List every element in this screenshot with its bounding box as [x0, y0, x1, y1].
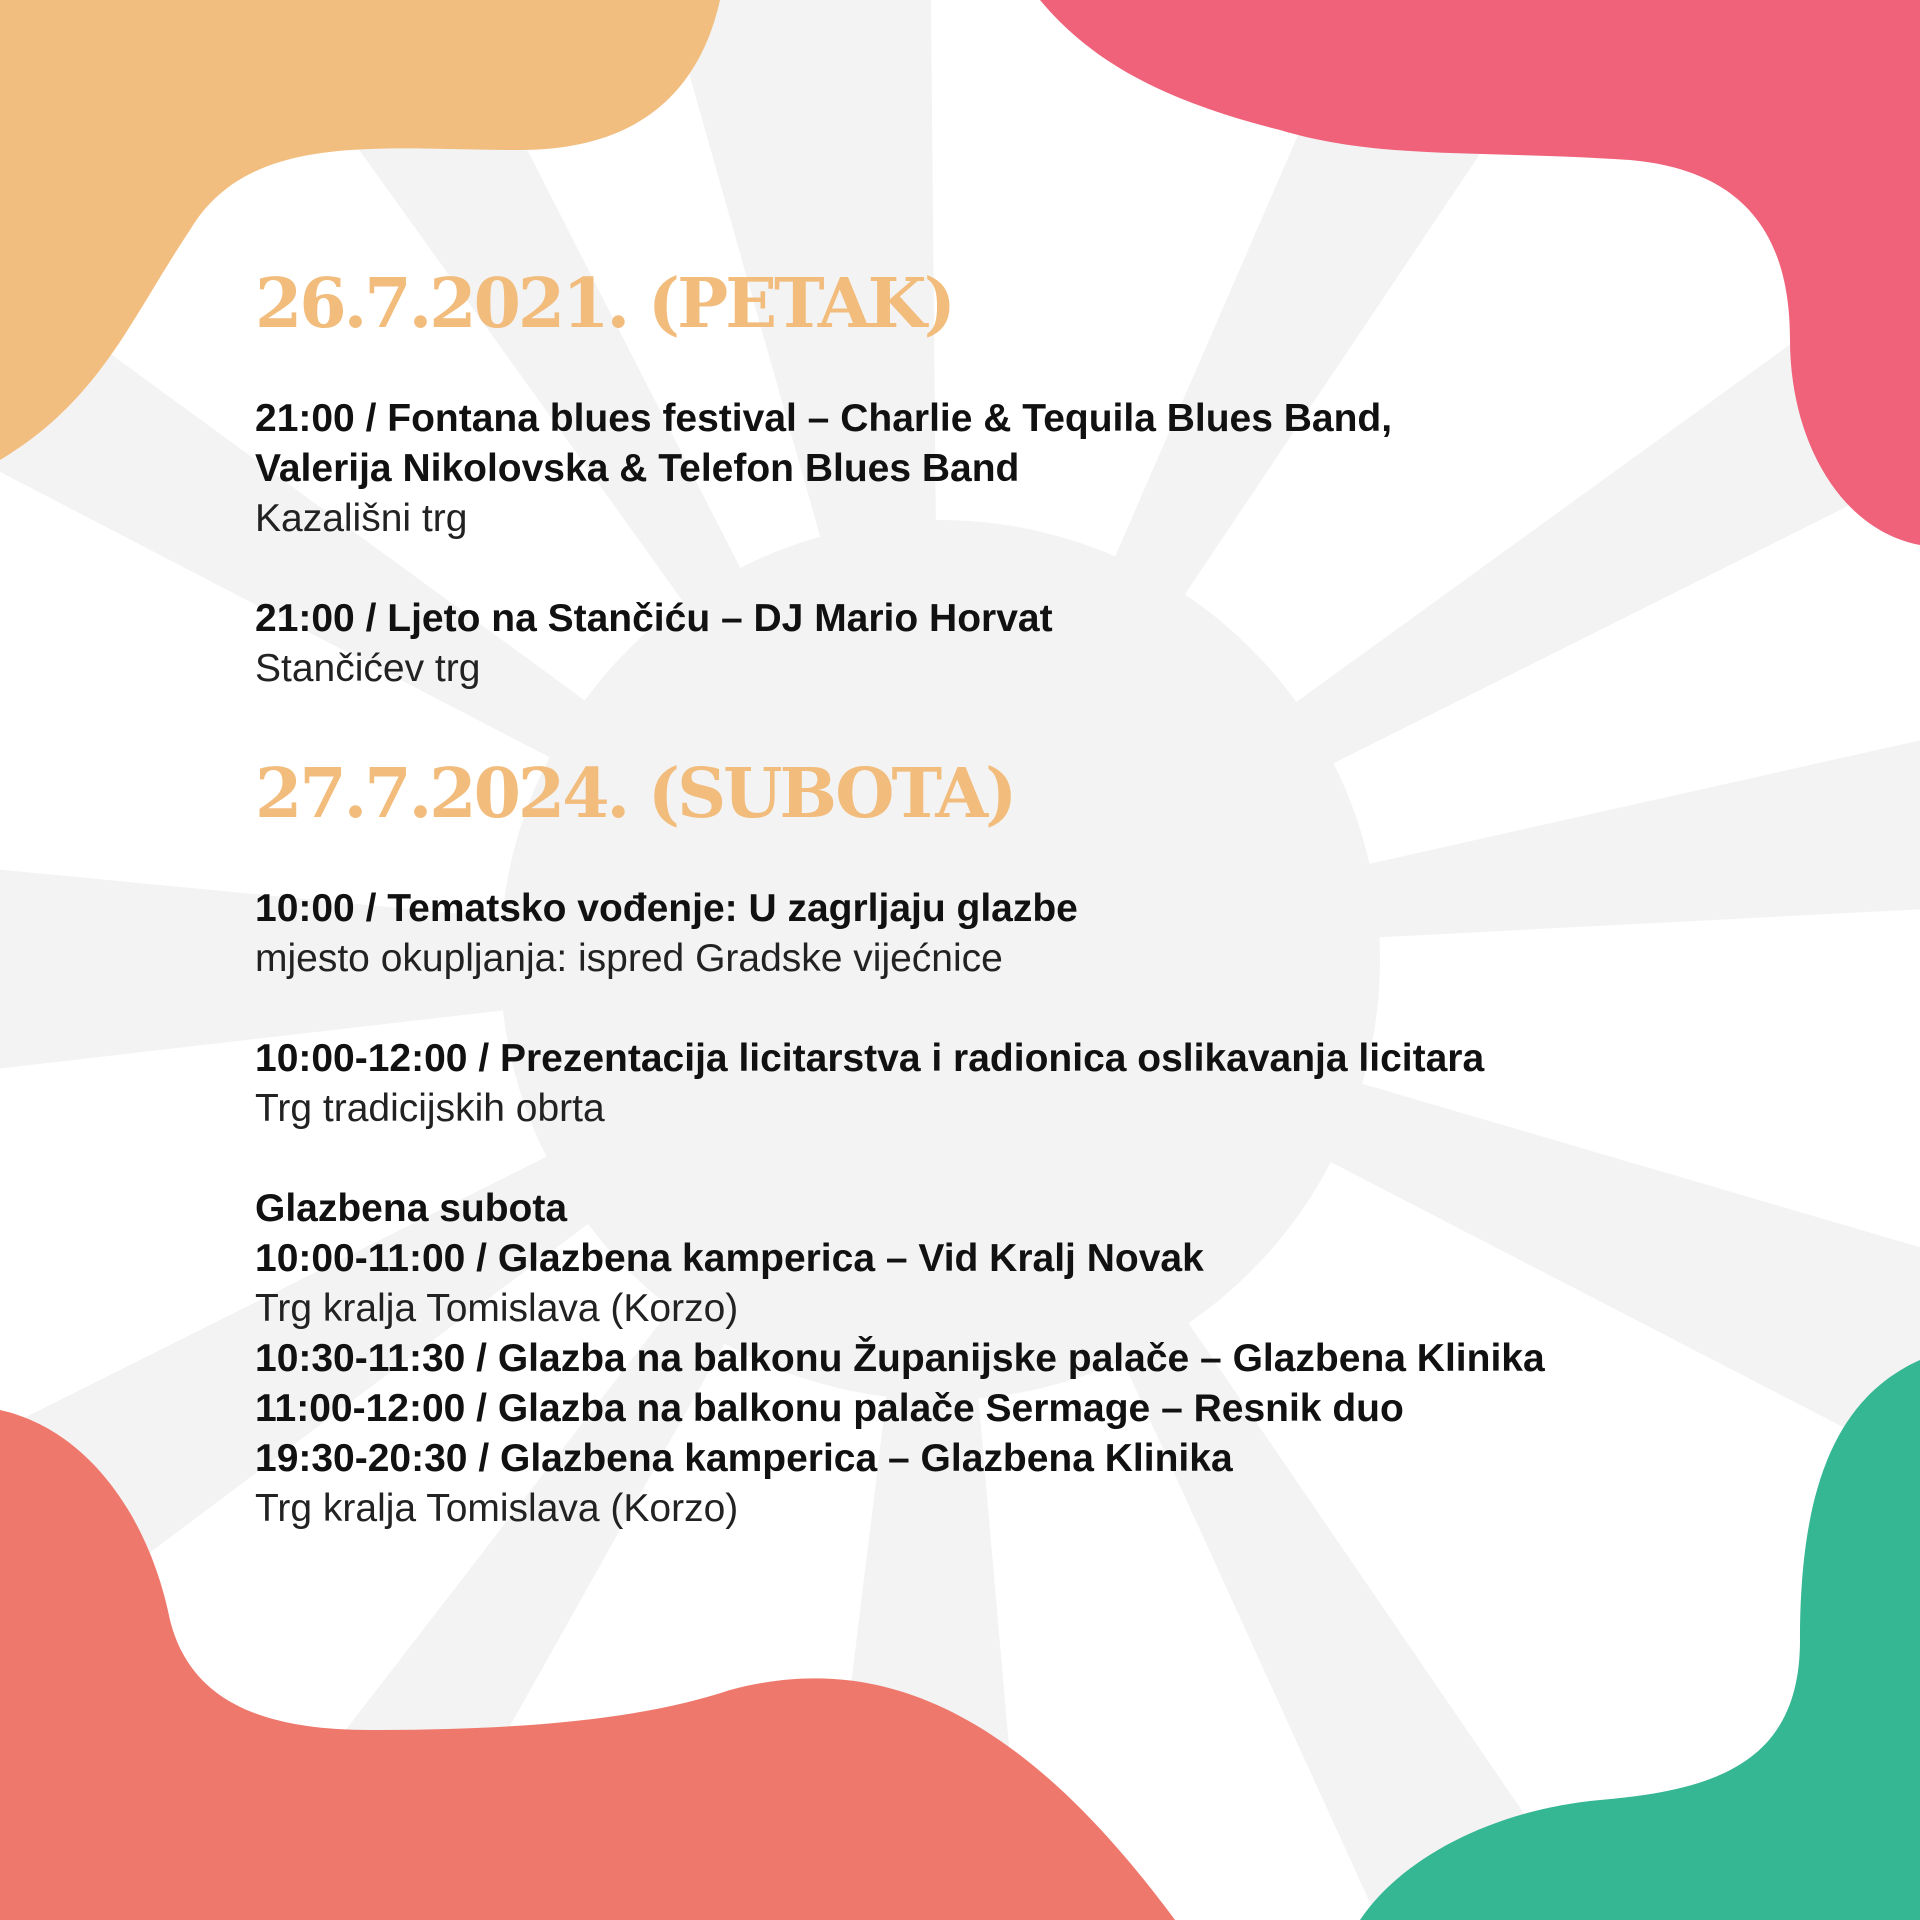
event-title: 10:30-11:30 / Glazba na balkonu Županijske palače – Glazbena Klinika	[255, 1337, 1545, 1380]
event-title: Valerija Nikolovska & Telefon Blues Band	[255, 447, 1020, 490]
event-title: 10:00 / Tematsko vođenje: U zagrljaju glazbe	[255, 887, 1078, 930]
event-location: mjesto okupljanja: ispred Gradske vijećnice	[255, 937, 1003, 980]
music-saturday-heading: Glazbena subota	[255, 1187, 568, 1230]
event-location: Trg kralja Tomislava (Korzo)	[255, 1487, 739, 1530]
event-title: 10:00-11:00 / Glazbena kamperica – Vid Kralj Novak	[255, 1237, 1204, 1280]
event-location: Stančićev trg	[255, 647, 481, 690]
event-item	[255, 394, 1775, 544]
event-location: Trg tradicijskih obrta	[255, 1087, 605, 1130]
event-title: 19:30-20:30 / Glazbena kamperica – Glazbena Klinika	[255, 1437, 1233, 1480]
event-title: 21:00 / Fontana blues festival – Charlie & Tequila Blues Band,	[255, 397, 1393, 440]
day-heading-saturday: 27.7.2024. (SUBOTA)	[255, 754, 1015, 834]
event-title: 11:00-12:00 / Glazba na balkonu palače Sermage – Resnik duo	[255, 1387, 1404, 1430]
event-location: Kazališni trg	[255, 497, 468, 540]
event-item	[255, 594, 1775, 694]
music-saturday-group	[255, 1184, 1775, 1534]
event-item	[255, 884, 1775, 984]
event-title: 21:00 / Ljeto na Stančiću – DJ Mario Horvat	[255, 597, 1053, 640]
event-location: Trg kralja Tomislava (Korzo)	[255, 1287, 739, 1330]
event-title: 10:00-12:00 / Prezentacija licitarstva i radionica oslikavanja licitara	[255, 1037, 1485, 1080]
day-heading-friday: 26.7.2021. (PETAK)	[255, 264, 953, 344]
event-schedule	[255, 264, 1775, 1534]
event-item	[255, 1034, 1775, 1134]
